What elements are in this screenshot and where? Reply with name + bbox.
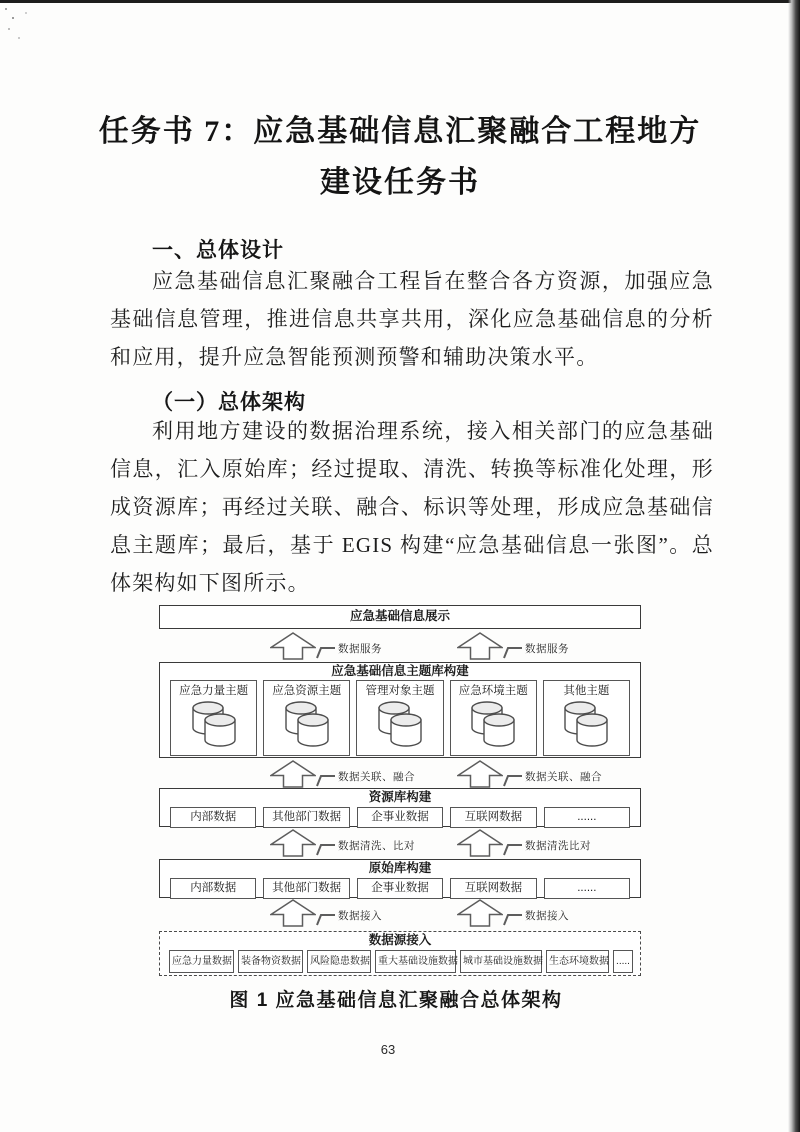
up-arrow-icon	[457, 899, 503, 927]
database-icon	[557, 699, 615, 751]
display-layer-box	[159, 605, 641, 629]
label-connector	[503, 843, 523, 856]
flow-arrow-relate-right	[457, 760, 602, 788]
scan-edge-top	[0, 0, 797, 3]
label-connector	[503, 646, 523, 659]
arrow-label: 数据接入	[525, 910, 569, 922]
theme-box-emergency-force: 应急力量主题	[170, 680, 257, 756]
source-box-urban-infrastructure-data: 城市基础设施数据	[460, 950, 542, 973]
flow-arrow-clean-right	[457, 829, 591, 857]
label-connector	[316, 774, 336, 787]
theme-row	[160, 680, 640, 756]
section-heading-overall-design: 一、总体设计	[152, 239, 284, 262]
database-icon	[185, 699, 243, 751]
up-arrow-icon	[270, 760, 316, 788]
resource-box-ellipsis: ......	[544, 807, 630, 828]
raw-box-ellipsis: ......	[544, 878, 630, 899]
up-arrow-icon	[270, 632, 316, 660]
label-connector	[503, 913, 523, 926]
scan-edge-right	[788, 0, 800, 1132]
flow-arrow-service-left	[270, 632, 382, 660]
label-connector	[316, 843, 336, 856]
theme-box-emergency-resource: 应急资源主题	[263, 680, 350, 756]
source-box-ecological-environment-data: 生态环境数据	[546, 950, 609, 973]
source-box-major-infrastructure-data: 重大基础设施数据	[375, 950, 456, 973]
arrow-label: 数据服务	[525, 643, 569, 655]
figure-caption: 图 1 应急基础信息汇聚融合总体架构	[229, 990, 563, 1011]
resource-box-internet-data: 互联网数据	[450, 807, 536, 828]
theme-box-emergency-environment: 应急环境主题	[450, 680, 537, 756]
source-layer-title: 数据源接入	[368, 933, 432, 947]
database-icon	[464, 699, 522, 751]
display-layer-title: 应急基础信息展示	[349, 609, 450, 623]
database-icon	[371, 699, 429, 751]
flow-arrow-access-left	[270, 899, 382, 927]
resource-box-enterprise-data: 企事业数据	[357, 807, 443, 828]
raw-box-other-department-data: 其他部门数据	[263, 878, 349, 899]
arrow-label: 数据关联、融合	[338, 771, 415, 783]
flow-arrow-clean-left	[270, 829, 415, 857]
source-box-risk-hazard-data: 风险隐患数据	[307, 950, 371, 973]
database-icon	[278, 699, 336, 751]
label-connector	[316, 646, 336, 659]
paragraph-architecture: 利用地方建设的数据治理系统，接入相关部门的应急基础信息，汇入原始库；经过提取、清洗、转换等标准化处理，形成资源库；再经过关联、融合、标识等处理，形成应急基础信息主题库；最后，基于 EGIS 构建“应急基础信息一张图”。总体架构如下图所示。	[110, 419, 714, 595]
resource-layer-title: 资源库构建	[368, 790, 432, 804]
scan-noise	[5, 8, 7, 10]
source-row	[160, 950, 640, 973]
page-number: 63	[380, 1042, 396, 1057]
document-title: 任务书 7：应急基础信息汇聚融合工程地方建设任务书	[98, 115, 702, 199]
arrow-label: 数据清洗、比对	[338, 840, 415, 852]
source-layer-box	[159, 931, 641, 976]
flow-arrow-service-right	[457, 632, 569, 660]
flow-arrow-relate-left	[270, 760, 415, 788]
resource-layer-box	[159, 788, 641, 827]
resource-row	[160, 807, 640, 828]
label-connector	[316, 913, 336, 926]
theme-box-managed-object: 管理对象主题	[356, 680, 443, 756]
resource-box-internal-data: 内部数据	[170, 807, 256, 828]
up-arrow-icon	[457, 760, 503, 788]
arrow-label: 数据关联、融合	[525, 771, 602, 783]
up-arrow-icon	[457, 632, 503, 660]
resource-box-other-department-data: 其他部门数据	[263, 807, 349, 828]
source-box-ellipsis: .....	[613, 950, 633, 973]
up-arrow-icon	[457, 829, 503, 857]
theme-layer-title: 应急基础信息主题库构建	[331, 664, 469, 678]
theme-layer-box	[159, 662, 641, 758]
theme-box-other: 其他主题	[543, 680, 630, 756]
up-arrow-icon	[270, 829, 316, 857]
raw-row	[160, 878, 640, 899]
arrow-label: 数据接入	[338, 910, 382, 922]
raw-layer-title: 原始库构建	[368, 861, 432, 875]
source-box-equipment-material-data: 装备物资数据	[238, 950, 303, 973]
arrow-label: 数据服务	[338, 643, 382, 655]
label-connector	[503, 774, 523, 787]
flow-arrow-access-right	[457, 899, 569, 927]
raw-layer-box	[159, 859, 641, 898]
arrow-label: 数据清洗比对	[525, 840, 591, 852]
raw-box-internal-data: 内部数据	[170, 878, 256, 899]
up-arrow-icon	[270, 899, 316, 927]
architecture-diagram	[159, 600, 643, 978]
source-box-emergency-force-data: 应急力量数据	[169, 950, 234, 973]
paragraph-overview: 应急基础信息汇聚融合工程旨在整合各方资源，加强应急基础信息管理，推进信息共享共用，深化应急基础信息的分析和应用，提升应急智能预测预警和辅助决策水平。	[110, 269, 714, 369]
raw-box-enterprise-data: 企事业数据	[357, 878, 443, 899]
raw-box-internet-data: 互联网数据	[450, 878, 536, 899]
subsection-heading-architecture: （一）总体架构	[152, 391, 306, 414]
